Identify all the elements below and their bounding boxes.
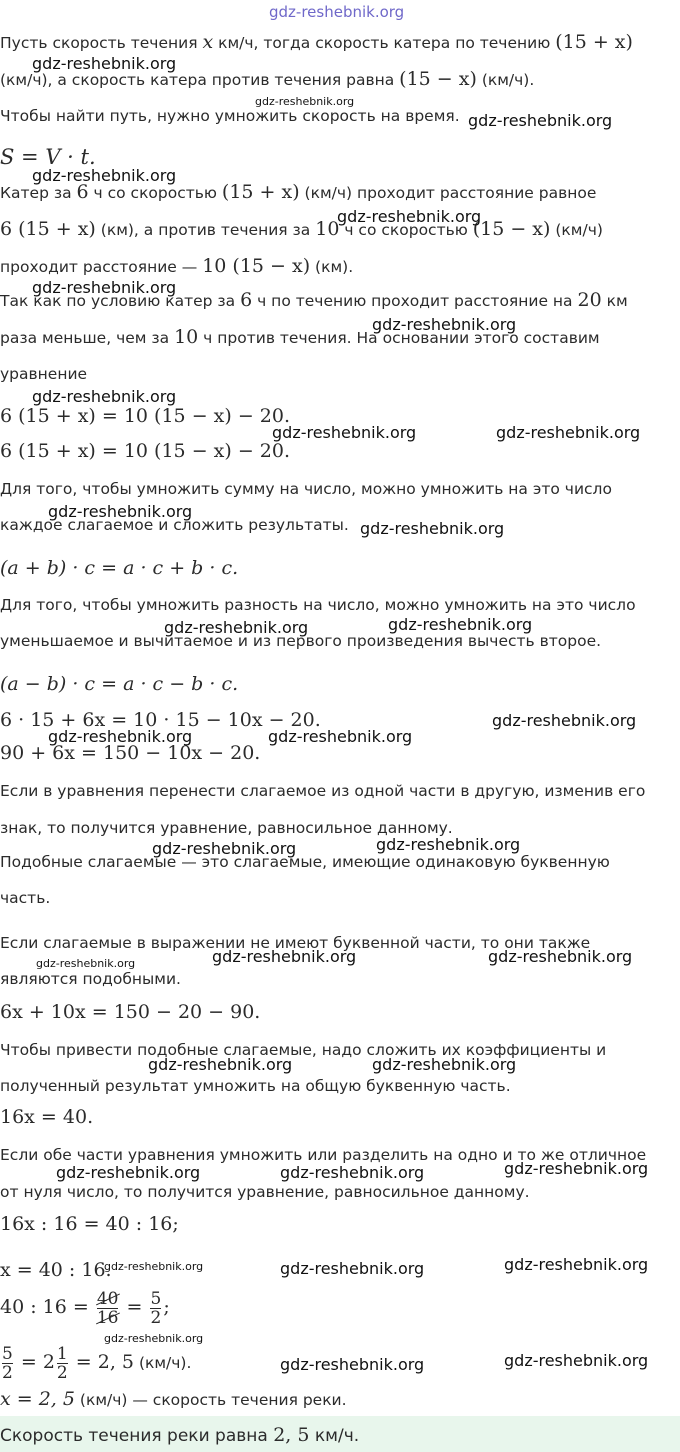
equation: x = 40 : 16. — [0, 1259, 112, 1281]
watermark: gdz-reshebnik.org — [255, 95, 355, 108]
equation: 16x : 16 = 40 : 16; — [0, 1213, 179, 1235]
fraction-equation: 40 : 16 = $\frac{40}{16}$ = $\frac{5}{2}$ ; — [0, 1288, 170, 1328]
watermark: gdz-reshebnik.org — [272, 423, 417, 442]
watermark: gdz-reshebnik.org — [504, 1351, 649, 1370]
text-line: Если в уравнения перенести слагаемое из одной части в другую, изменив его — [0, 782, 646, 800]
text-line: Если слагаемые в выражении не имеют буквенной части, то они также — [0, 934, 591, 952]
watermark: gdz-reshebnik.org — [104, 1332, 204, 1345]
text-line: Чтобы привести подобные слагаемые, надо сложить их коэффициенты и — [0, 1041, 607, 1059]
fraction: $\frac{1}{2}$ — [56, 1343, 68, 1383]
text-line: каждое слагаемое и сложить результаты. — [0, 516, 349, 534]
watermark: gdz-reshebnik.org — [492, 711, 637, 730]
watermark: gdz-reshebnik.org — [388, 615, 533, 634]
watermark: gdz-reshebnik.org — [32, 54, 177, 73]
equation: 90 + 6x = 150 − 10x − 20. — [0, 742, 261, 764]
text-line: x = 2, 5 (км/ч) — скорость течения реки. — [0, 1388, 347, 1410]
text-line: являются подобными. — [0, 970, 181, 988]
watermark: gdz-reshebnik.org — [32, 166, 177, 185]
text-line: полученный результат умножить на общую буквенную часть. — [0, 1077, 511, 1095]
watermark: gdz-reshebnik.org — [337, 207, 482, 226]
watermark: gdz-reshebnik.org — [504, 1159, 649, 1178]
fraction: $\frac{5}{2}$ — [2, 1343, 13, 1383]
text-line: 6 (15 + x) (км), а против течения за 10 ч со скоростью (15 − x) (км/ч) — [0, 218, 603, 240]
watermark: gdz-reshebnik.org — [148, 1055, 293, 1074]
watermark: gdz-reshebnik.org — [504, 1255, 649, 1274]
text-line: Для того, чтобы умножить разность на число, можно умножить на это число — [0, 596, 636, 614]
text-line: Чтобы найти путь, нужно умножить скорость на время. — [0, 107, 460, 125]
watermark: gdz-reshebnik.org — [56, 1163, 201, 1182]
watermark: gdz-reshebnik.org — [280, 1355, 425, 1374]
text-line: Пусть скорость течения x км/ч, тогда скорость катера по течению (15 + x) — [0, 31, 633, 53]
equation: 6 · 15 + 6x = 10 · 15 − 10x − 20. — [0, 709, 321, 731]
watermark: gdz-reshebnik.org — [32, 278, 177, 297]
rule-formula: (a + b) · c = a · c + b · c. — [0, 557, 239, 579]
text-line: Так как по условию катер за 6 ч по течению проходит расстояние на 20 км — [0, 289, 628, 311]
formula: S = V · t. — [0, 145, 96, 169]
watermark: gdz-reshebnik.org — [468, 111, 613, 130]
answer-box — [0, 1416, 680, 1452]
watermark: gdz-reshebnik.org — [152, 839, 297, 858]
text-line: Катер за 6 ч со скоростью (15 + x) (км/ч) проходит расстояние равное — [0, 181, 597, 203]
answer-text: Скорость течения реки равна 2, 5 км/ч. — [0, 1424, 360, 1446]
text-line: уравнение — [0, 365, 88, 383]
text-line: от нуля число, то получится уравнение, равносильное данному. — [0, 1183, 530, 1201]
watermark: gdz-reshebnik.org — [488, 947, 633, 966]
watermark: gdz-reshebnik.org — [104, 1260, 204, 1273]
text-line: проходит расстояние — 10 (15 − x) (км). — [0, 255, 354, 277]
equation: 16x = 40. — [0, 1106, 94, 1128]
watermark: gdz-reshebnik.org — [360, 519, 505, 538]
watermark: gdz-reshebnik.org — [212, 947, 357, 966]
text-line: Подобные слагаемые — это слагаемые, имеющие одинаковую буквенную — [0, 853, 610, 871]
equation: 6x + 10x = 150 − 20 − 90. — [0, 1001, 261, 1023]
watermark: gdz-reshebnik.org — [164, 618, 309, 637]
equation: 6 (15 + x) = 10 (15 − x) − 20. — [0, 440, 290, 462]
rule-formula: (a − b) · c = a · c − b · c. — [0, 673, 239, 695]
text-line: Для того, чтобы умножить сумму на число, можно умножить на это число — [0, 480, 612, 498]
watermark: gdz-reshebnik.org — [280, 1163, 425, 1182]
watermark: gdz-reshebnik.org — [269, 3, 405, 21]
fraction-cancelled: $\frac{40}{16}$ — [96, 1288, 119, 1328]
text-line: (км/ч), а скорость катера против течения равна (15 − x) (км/ч). — [0, 68, 535, 90]
watermark: gdz-reshebnik.org — [48, 502, 193, 521]
watermark: gdz-reshebnik.org — [496, 423, 641, 442]
watermark: gdz-reshebnik.org — [372, 1055, 517, 1074]
watermark: gdz-reshebnik.org — [280, 1259, 425, 1278]
text-line: знак, то получится уравнение, равносильное данному. — [0, 819, 453, 837]
fraction: $\frac{5}{2}$ — [150, 1288, 162, 1328]
text-line: часть. — [0, 889, 51, 907]
watermark: gdz-reshebnik.org — [268, 727, 413, 746]
text-line: раза меньше, чем за 10 ч против течения. На основании этого составим — [0, 326, 600, 348]
watermark: gdz-reshebnik.org — [32, 387, 177, 406]
watermark: gdz-reshebnik.org — [48, 727, 193, 746]
text-line: уменьшаемое и вычитаемое и из первого произведения вычесть второе. — [0, 632, 602, 650]
equation: 6 (15 + x) = 10 (15 − x) − 20. — [0, 405, 290, 427]
watermark: gdz-reshebnik.org — [372, 315, 517, 334]
text-line: Если обе части уравнения умножить или разделить на одно и то же отличное — [0, 1146, 647, 1164]
fraction-equation: $\frac{5}{2}$ = 2 $\frac{1}{2}$ = 2, 5 (км/ч). — [2, 1343, 192, 1383]
watermark: gdz-reshebnik.org — [376, 835, 521, 854]
watermark: gdz-reshebnik.org — [36, 957, 136, 970]
